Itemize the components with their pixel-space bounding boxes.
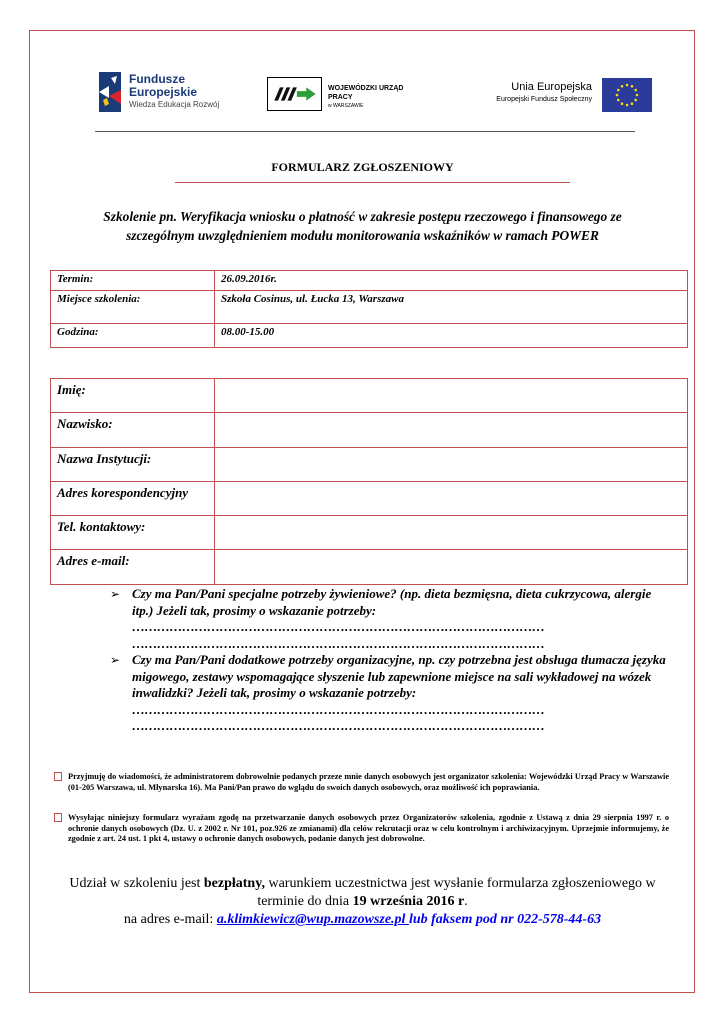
footer-text-4: na adres e-mail: (123, 912, 217, 927)
answer-line[interactable]: ……………………………………………………………………………………… (132, 701, 545, 717)
field-label: Adres e-mail: (51, 550, 215, 584)
wup-title: WOJEWÓDZKI URZĄD PRACY (328, 85, 404, 101)
details-row-time (51, 324, 688, 348)
details-label: Godzina: (51, 324, 215, 348)
field-row-email (51, 550, 688, 584)
questions-block (110, 586, 670, 735)
eu-logo (488, 78, 652, 114)
field-label: Tel. kontaktowy: (51, 516, 215, 550)
fe-line1: Fundusze (129, 72, 185, 86)
last-name-field[interactable] (215, 413, 688, 447)
training-details-table (50, 270, 688, 348)
field-row-institution (51, 447, 688, 481)
phone-field[interactable] (215, 516, 688, 550)
footer-deadline: 19 września 2016 r (352, 894, 465, 909)
consent-text: Wysyłając niniejszy formularz wyrażam zgodę na przetwarzanie danych osobowych przez Organizatorów szkolenia, zgodnie z Ustawą z dnia 29 sierpnia 1997 r. o ochronie danych osobowych (Dz. U. z 2002 r. Nr 101, poz.926 ze zmianami) dla celów rekrutacji oraz w celu kontrolnym i archiwizacyjnym. Uprzejmie informujemy, że zgodnie z art. 24 ust. 1 pkt 4, ustawy o ochronie danych osobowych, podanie danych jest dobrowolne. (68, 813, 669, 843)
field-row-address (51, 481, 688, 515)
wup-logo (267, 77, 427, 113)
header-divider (95, 131, 635, 132)
field-row-first-name (51, 379, 688, 413)
details-row-place (51, 291, 688, 324)
details-label: Termin: (51, 271, 215, 291)
field-label: Imię: (51, 379, 215, 413)
eu-title: Unia Europejska (511, 81, 592, 93)
address-field[interactable] (215, 481, 688, 515)
details-value: 26.09.2016r. (215, 271, 688, 291)
question-organizational (110, 652, 670, 735)
field-label: Nazwisko: (51, 413, 215, 447)
fundusze-europejskie-logo (95, 70, 235, 116)
email-field[interactable] (215, 550, 688, 584)
wup-arrow-icon (267, 77, 322, 111)
details-row-date (51, 271, 688, 291)
fe-star-icon (95, 70, 125, 114)
question-text: Czy ma Pan/Pani specjalne potrzeby żywieniowe? (np. dieta bezmięsna, dieta cukrzycowa, alergie itp.) Jeżeli tak, prosimy o wskazanie potrzeby: (132, 586, 652, 618)
footer-text-1: Udział w szkoleniu jest (69, 876, 204, 891)
details-value: Szkoła Cosinus, ul. Łucka 13, Warszawa (215, 291, 688, 324)
consent-checkbox[interactable] (54, 772, 62, 781)
eu-flag-icon (602, 78, 652, 112)
answer-line[interactable]: ……………………………………………………………………………………… (132, 635, 545, 651)
institution-field[interactable] (215, 447, 688, 481)
footer-note (60, 875, 665, 929)
answer-line[interactable]: ……………………………………………………………………………………… (132, 619, 545, 634)
field-row-phone (51, 516, 688, 550)
first-name-field[interactable] (215, 379, 688, 413)
fe-line3: Wiedza Edukacja Rozwój (129, 100, 220, 109)
fax-info: lub faksem pod nr 022-578-44-63 (408, 912, 602, 927)
eu-subtitle: Europejski Fundusz Społeczny (496, 96, 592, 103)
answer-line[interactable]: ……………………………………………………………………………………… (132, 718, 545, 733)
course-line2: szczególnym uwzględnieniem modułu monitorowania wskaźników w ramach POWER (126, 228, 599, 243)
footer-text-2: warunkiem uczestnictwa jest wysłanie formularza zgłoszeniowego w terminie do dnia (257, 876, 656, 909)
consent-checkbox[interactable] (54, 813, 62, 822)
consent-text: Przyjmuję do wiadomości, że administratorem dobrowolnie podanych przeze mnie danych osobowych jest organizator szkolenia: Wojewódzki Urząd Pracy w Warszawie (01-205 Warszawa, ul. Młynarska 16). Ma Pani/Pan prawo do wglądu do swoich danych osobowych, oraz możliwość ich poprawiania. (68, 772, 669, 792)
title-underline (175, 182, 570, 183)
field-label: Nazwa Instytucji: (51, 447, 215, 481)
question-dietary (110, 586, 670, 652)
footer-free: bezpłatny, (203, 876, 265, 891)
course-line1: Szkolenie pn. Weryfikacja wniosku o płatność w zakresie postępu rzeczowego i finansowego ze (103, 209, 622, 224)
arrow-bullet-icon: ➢ (110, 587, 121, 601)
fe-line2: Europejskie (129, 85, 198, 99)
details-value: 08.00-15.00 (215, 324, 688, 348)
field-label: Adres korespondencyjny (51, 481, 215, 515)
details-label: Miejsce szkolenia: (51, 291, 215, 324)
wup-subtitle: w WARSZAWIE (328, 103, 364, 109)
arrow-bullet-icon: ➢ (110, 653, 121, 667)
email-link[interactable]: a.klimkiewicz@wup.mazowsze.pl (216, 912, 409, 927)
consent-data-admin (54, 772, 669, 793)
course-title (80, 207, 645, 245)
consent-data-processing (54, 813, 669, 845)
footer-text-3: . (464, 894, 468, 909)
question-text: Czy ma Pan/Pani dodatkowe potrzeby organizacyjne, np. czy potrzebna jest obsługa tłumacza języka migowego, zestawy wspomagające słyszenie lub zapewnione miejsce na sali wykładowej na wózek inwalidzki? Jeżeli tak, prosimy o wskazanie potrzeby: (132, 652, 666, 700)
field-row-last-name (51, 413, 688, 447)
form-title: FORMULARZ ZGŁOSZENIOWY (271, 160, 454, 174)
applicant-table (50, 378, 688, 585)
